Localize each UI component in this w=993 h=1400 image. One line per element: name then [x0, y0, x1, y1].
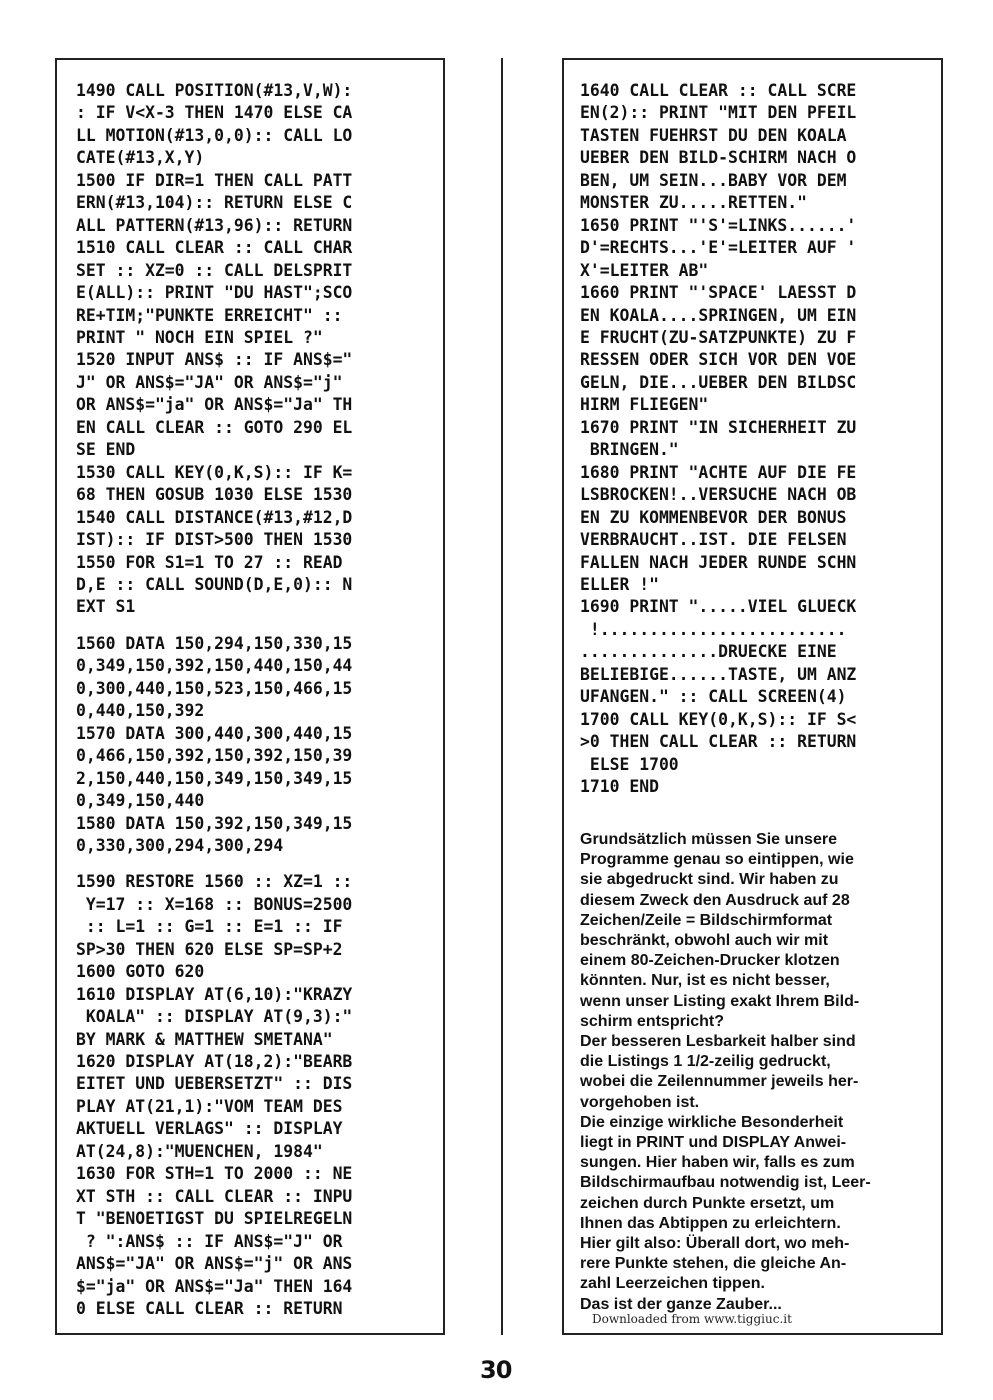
code-line: D,E :: CALL SOUND(D,E,0):: N — [76, 574, 353, 594]
code-line: SE END — [76, 440, 136, 460]
code-line: FALLEN NACH JEDER RUNDE SCHN — [580, 552, 857, 572]
code-line: LSBROCKEN!..VERSUCHE NACH OB — [580, 485, 857, 505]
note-line: Programme genau so eintippen, wie — [580, 851, 854, 869]
code-line: LL MOTION(#13,0,0):: CALL LO — [76, 125, 353, 145]
note-line: sie abgedruckt sind. Wir haben zu — [580, 871, 839, 889]
code-line: 1510 CALL CLEAR :: CALL CHAR — [76, 238, 353, 258]
note-line: wenn unser Listing exakt Ihrem Bild- — [580, 992, 860, 1010]
code-line: AKTUELL VERLAGS" :: DISPLAY — [76, 1119, 343, 1139]
block-gap — [76, 857, 352, 871]
code-line: BELIEBIGE......TASTE, UM ANZ — [580, 664, 857, 684]
code-line: ANS$="JA" OR ANS$="j" OR ANS — [76, 1254, 353, 1274]
typing-instructions-note — [580, 830, 935, 1315]
code-line: ERN(#13,104):: RETURN ELSE C — [76, 193, 353, 213]
code-line: EXT S1 — [76, 597, 136, 617]
code-line: 1600 GOTO 620 — [76, 962, 205, 982]
note-line: schirm entspricht? — [580, 1012, 725, 1030]
code-line: $="ja" OR ANS$="Ja" THEN 164 — [76, 1276, 353, 1296]
note-line: Bildschirmaufbau notwendig ist, Leer- — [580, 1174, 871, 1192]
page-number: 30 — [480, 1356, 512, 1384]
code-line: RESSEN ODER SICH VOR DEN VOE — [580, 350, 857, 370]
code-line: BRINGEN." — [580, 440, 679, 460]
code-line: KOALA" :: DISPLAY AT(9,3):" — [76, 1007, 353, 1027]
code-line: 0,300,440,150,523,150,466,15 — [76, 678, 353, 698]
note-line: beschränkt, obwohl auch wir mit — [580, 932, 829, 950]
code-line: J" OR ANS$="JA" OR ANS$="j" — [76, 372, 343, 392]
code-line: 0,440,150,392 — [76, 701, 205, 721]
code-line: IST):: IF DIST>500 THEN 1530 — [76, 530, 353, 550]
code-line: :: L=1 :: G=1 :: E=1 :: IF — [76, 917, 343, 937]
code-line: GELN, DIE...UEBER DEN BILDSC — [580, 372, 857, 392]
code-line: RE+TIM;"PUNKTE ERREICHT" :: — [76, 305, 343, 325]
code-line: 1680 PRINT "ACHTE AUF DIE FE — [580, 462, 857, 482]
note-line: könnten. Nur, ist es nicht besser, — [580, 972, 830, 990]
note-line: zahl Leerzeichen tippen. — [580, 1275, 765, 1293]
code-line: 68 THEN GOSUB 1030 ELSE 1530 — [76, 485, 353, 505]
code-line: >0 THEN CALL CLEAR :: RETURN — [580, 732, 857, 752]
code-line: MONSTER ZU.....RETTEN." — [580, 193, 807, 213]
code-line: 1570 DATA 300,440,300,440,15 — [76, 723, 353, 743]
code-line: BEN, UM SEIN...BABY VOR DEM — [580, 170, 847, 190]
code-line: 1590 RESTORE 1560 :: XZ=1 :: — [76, 872, 353, 892]
code-line: HIRM FLIEGEN" — [580, 395, 709, 415]
code-line: E FRUCHT(ZU-SATZPUNKTE) ZU F — [580, 327, 857, 347]
block-gap — [76, 619, 352, 633]
code-line: UFANGEN." :: CALL SCREEN(4) — [580, 687, 847, 707]
code-line: 1560 DATA 150,294,150,330,15 — [76, 633, 353, 653]
code-line: 0,349,150,392,150,440,150,44 — [76, 656, 353, 676]
code-line: PLAY AT(21,1):"VOM TEAM DES — [76, 1096, 343, 1116]
note-line: zeichen durch Punkte ersetzt, um — [580, 1194, 835, 1212]
code-line: 1690 PRINT ".....VIEL GLUECK — [580, 597, 857, 617]
note-line: einem 80-Zeichen-Drucker klotzen — [580, 952, 840, 970]
code-line: 1500 IF DIR=1 THEN CALL PATT — [76, 170, 353, 190]
note-line: diesem Zweck den Ausdruck auf 28 — [580, 891, 850, 909]
code-line: 1630 FOR STH=1 TO 2000 :: NE — [76, 1164, 353, 1184]
code-line: EITET UND UEBERSETZT" :: DIS — [76, 1074, 353, 1094]
note-line: Die einzige wirkliche Besonderheit — [580, 1113, 844, 1131]
left-code-listing — [76, 80, 352, 1320]
code-line: 0 ELSE CALL CLEAR :: RETURN — [76, 1299, 343, 1319]
code-line: SET :: XZ=0 :: CALL DELSPRIT — [76, 260, 353, 280]
code-line: XT STH :: CALL CLEAR :: INPU — [76, 1186, 353, 1206]
code-line: 1580 DATA 150,392,150,349,15 — [76, 813, 353, 833]
code-line: OR ANS$="ja" OR ANS$="Ja" TH — [76, 395, 353, 415]
code-line: 1660 PRINT "'SPACE' LAESST D — [580, 283, 857, 303]
code-line: 0,466,150,392,150,392,150,39 — [76, 746, 353, 766]
code-line: 0,349,150,440 — [76, 791, 205, 811]
note-line: liegt in PRINT und DISPLAY Anwei- — [580, 1134, 847, 1152]
note-line: Zeichen/Zeile = Bildschirmformat — [580, 911, 833, 929]
code-line: PRINT " NOCH EIN SPIEL ?" — [76, 327, 323, 347]
code-line: Y=17 :: X=168 :: BONUS=2500 — [76, 894, 353, 914]
code-line: 1640 CALL CLEAR :: CALL SCRE — [580, 81, 857, 100]
code-line: E(ALL):: PRINT "DU HAST";SCO — [76, 283, 353, 303]
code-line: 1700 CALL KEY(0,K,S):: IF S< — [580, 709, 857, 729]
note-line: die Listings 1 1/2-zeilig gedruckt, — [580, 1053, 831, 1071]
code-line: 1520 INPUT ANS$ :: IF ANS$=" — [76, 350, 353, 370]
code-line: 0,330,300,294,300,294 — [76, 835, 284, 855]
column-divider — [501, 58, 503, 1335]
code-line: 1670 PRINT "IN SICHERHEIT ZU — [580, 417, 857, 437]
code-line: CATE(#13,X,Y) — [76, 148, 205, 168]
code-line: T "BENOETIGST DU SPIELREGELN — [76, 1209, 353, 1229]
note-line: Das ist der ganze Zauber... — [580, 1295, 782, 1313]
code-line: EN ZU KOMMENBEVOR DER BONUS — [580, 507, 847, 527]
note-line: Der besseren Lesbarkeit halber sind — [580, 1033, 856, 1051]
code-line: D'=RECHTS...'E'=LEITER AUF ' — [580, 238, 857, 258]
code-line: 1530 CALL KEY(0,K,S):: IF K= — [76, 462, 353, 482]
code-line: 1620 DISPLAY AT(18,2):"BEARB — [76, 1052, 353, 1072]
code-line: TASTEN FUEHRST DU DEN KOALA — [580, 125, 847, 145]
note-line: rere Punkte stehen, die gleiche An- — [580, 1255, 847, 1273]
code-line: EN KOALA....SPRINGEN, UM EIN — [580, 305, 857, 325]
note-line: Ihnen das Abtippen zu erleichtern. — [580, 1214, 841, 1232]
code-line: 2,150,440,150,349,150,349,15 — [76, 768, 353, 788]
code-line: VERBRAUCHT..IST. DIE FELSEN — [580, 530, 847, 550]
note-line: wobei die Zeilennummer jeweils her- — [580, 1073, 859, 1091]
code-line: UEBER DEN BILD-SCHIRM NACH O — [580, 148, 857, 168]
code-line: EN(2):: PRINT "MIT DEN PFEIL — [580, 103, 857, 123]
code-line: ..............DRUECKE EINE — [580, 642, 837, 662]
code-line: 1650 PRINT "'S'=LINKS......' — [580, 215, 857, 235]
code-line: !......................... — [580, 619, 847, 639]
code-line: 1490 CALL POSITION(#13,V,W): — [76, 81, 353, 100]
code-line: ELSE 1700 — [580, 754, 679, 774]
code-line: ? ":ANS$ :: IF ANS$="J" OR — [76, 1231, 343, 1251]
code-line: 1550 FOR S1=1 TO 27 :: READ — [76, 552, 343, 572]
code-line: BY MARK & MATTHEW SMETANA" — [76, 1029, 333, 1049]
note-line: vorgehoben ist. — [580, 1093, 700, 1111]
download-credit: Downloaded from www.tiggiuc.it — [592, 1312, 792, 1326]
code-line: 1610 DISPLAY AT(6,10):"KRAZY — [76, 984, 353, 1004]
note-line: sungen. Hier haben wir, falls es zum — [580, 1154, 855, 1172]
code-line: SP>30 THEN 620 ELSE SP=SP+2 — [76, 939, 343, 959]
code-line: 1710 END — [580, 777, 659, 797]
code-line: ELLER !" — [580, 574, 659, 594]
code-line: X'=LEITER AB" — [580, 260, 709, 280]
code-line: AT(24,8):"MUENCHEN, 1984" — [76, 1141, 323, 1161]
code-line: EN CALL CLEAR :: GOTO 290 EL — [76, 417, 353, 437]
right-code-listing — [580, 80, 856, 799]
note-line: Grundsätzlich müssen Sie unsere — [580, 831, 837, 848]
code-line: ALL PATTERN(#13,96):: RETURN — [76, 215, 353, 235]
code-line: : IF V<X-3 THEN 1470 ELSE CA — [76, 103, 353, 123]
note-line: Hier gilt also: Überall dort, wo meh- — [580, 1235, 850, 1253]
code-line: 1540 CALL DISTANCE(#13,#12,D — [76, 507, 353, 527]
